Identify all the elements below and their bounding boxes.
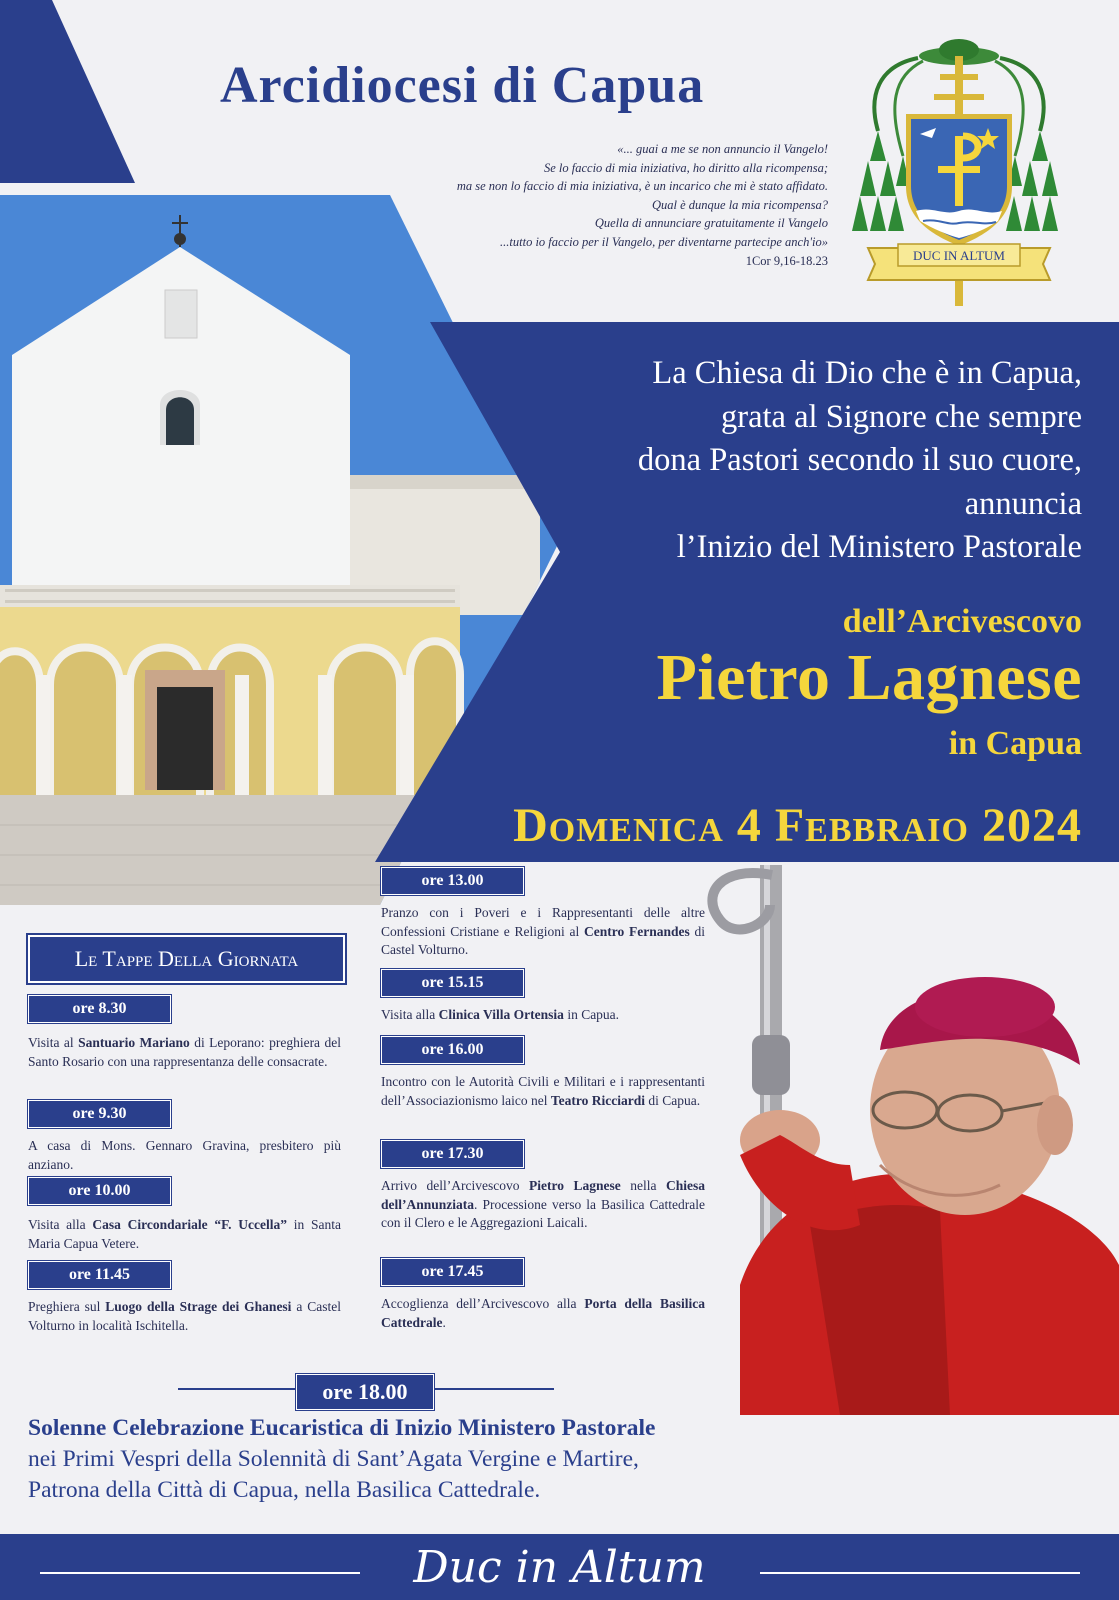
schedule-highlight: Porta della Basilica Cattedrale — [381, 1296, 705, 1330]
announcement-text — [540, 352, 1082, 570]
quote-line: Quella di annunciare gratuitamente il Vangelo — [594, 216, 828, 231]
quote-line: ...tutto io faccio per il Vangelo, per diventarne partecipe anch'io» — [500, 234, 828, 249]
quote-line: Qual è dunque la mia ricompensa? — [651, 197, 828, 212]
schedule-description — [381, 904, 705, 960]
time-badge: ore 17.30 — [381, 1140, 524, 1168]
schedule-highlight: Chiesa dell’Annunziata — [381, 1178, 705, 1212]
schedule-description — [28, 1137, 341, 1174]
schedule-description — [381, 1295, 705, 1332]
schedule-description — [28, 1216, 341, 1253]
schedule-text: A casa di Mons. Gennaro Gravina, presbitero più anziano. — [28, 1138, 341, 1172]
schedule-description — [381, 1006, 705, 1025]
archbishop-photo — [700, 865, 1119, 1415]
coat-of-arms — [848, 36, 1070, 308]
time-badge: ore 9.30 — [28, 1100, 171, 1128]
schedule-text: Preghiera sul — [28, 1299, 106, 1314]
final-event-line: nei Primi Vespri della Solennità di Sant’Agata Vergine e Martire, — [28, 1446, 639, 1472]
final-event-text — [28, 1413, 748, 1506]
schedule-highlight: Teatro Ricciardi — [550, 1092, 645, 1108]
schedule-text: . — [442, 1314, 446, 1330]
time-badge: ore 17.45 — [381, 1258, 524, 1286]
footer-motto: Duc in Altum — [413, 1542, 706, 1593]
schedule-text: a Castel Volturno in località Ischitella. — [28, 1299, 341, 1333]
corner-triangle — [0, 0, 135, 183]
announcement-line: dona Pastori secondo il suo cuore, — [637, 442, 1082, 478]
quote-line: Se lo faccio di mia iniziativa, ho diritto alla ricompensa; — [543, 160, 828, 175]
schedule-heading: Le Tappe Della Giornata — [28, 935, 345, 983]
time-badge: ore 15.15 — [381, 969, 524, 997]
time-badge: ore 13.00 — [381, 867, 524, 895]
schedule-text: in Capua. — [563, 1007, 620, 1022]
time-badge: ore 16.00 — [381, 1036, 524, 1064]
schedule-text: . Processione verso la Basilica Cattedrale con il Clero e le Aggregazioni Laicali. — [381, 1196, 705, 1230]
schedule-highlight: Luogo della Strage dei Ghanesi — [105, 1299, 292, 1314]
schedule-highlight: Pietro Lagnese — [528, 1178, 621, 1193]
schedule-highlight: Clinica Villa Ortensia — [438, 1007, 564, 1022]
event-place: in Capua — [948, 725, 1082, 762]
quote-line: «... guai a me se non annuncio il Vangelo! — [617, 142, 828, 156]
page-title: Arcidiocesi di Capua — [220, 57, 705, 114]
announcement-line: l’Inizio del Ministero Pastorale — [676, 529, 1082, 565]
schedule-text: di Castel Volturno. — [381, 923, 705, 957]
schedule-text: Visita al — [28, 1035, 79, 1050]
quote-line: ma se non lo faccio di mia iniziativa, è un incarico che mi è stato affidato. — [456, 179, 828, 194]
schedule-text: Incontro con le Autorità Civili e Militari e i rappresentanti dell’Associazionismo laico nel — [381, 1074, 705, 1108]
schedule-description — [381, 1073, 705, 1110]
crest-motto: DUC IN ALTUM — [913, 248, 1005, 263]
archbishop-title: dell’Arcivescovo — [842, 603, 1082, 640]
time-badge: ore 10.00 — [28, 1177, 171, 1205]
schedule-text: in Santa Maria Capua Vetere. — [28, 1217, 342, 1251]
schedule-text: Pranzo con i Poveri e i Rappresentanti delle altre Confessioni Cristiane e Religioni al — [381, 905, 705, 939]
schedule-description — [28, 1298, 341, 1335]
final-event-line: Patrona della Città di Capua, nella Basilica Cattedrale. — [28, 1477, 541, 1503]
final-event-line: Solenne Celebrazione Eucaristica di Inizio Ministero Pastorale — [28, 1415, 656, 1441]
announcement-line: annuncia — [964, 485, 1082, 522]
archbishop-name: Pietro Lagnese — [656, 641, 1082, 714]
schedule-text: Visita alla — [28, 1217, 93, 1232]
schedule-text: Arrivo dell’Arcivescovo — [381, 1178, 529, 1193]
schedule-text: di Leporano: preghiera del Santo Rosario con una rappresentanza delle consacrate. — [28, 1035, 341, 1069]
divider-line — [432, 1388, 554, 1390]
schedule-description — [381, 1177, 705, 1233]
schedule-highlight: Centro Fernandes — [583, 923, 690, 939]
announcement-line: grata al Signore che sempre — [721, 398, 1082, 435]
schedule-text: di Capua. — [644, 1092, 701, 1108]
schedule-text: Visita alla — [381, 1007, 439, 1022]
quote-reference: 1Cor 9,16-18.23 — [745, 253, 828, 268]
event-date: Domenica 4 Febbraio 2024 — [513, 799, 1082, 852]
divider-line — [178, 1388, 296, 1390]
schedule-highlight: Santuario Mariano — [78, 1035, 190, 1050]
final-time-badge: ore 18.00 — [296, 1374, 434, 1410]
schedule-text: Accoglienza dell’Arcivescovo alla — [381, 1296, 585, 1311]
schedule-highlight: Casa Circondariale “F. Uccella” — [92, 1217, 288, 1232]
time-badge: ore 11.45 — [28, 1261, 171, 1289]
schedule-description — [28, 1034, 341, 1071]
time-badge: ore 8.30 — [28, 995, 171, 1023]
schedule-text: nella — [620, 1178, 666, 1193]
announcement-line: La Chiesa di Dio che è in Capua, — [652, 355, 1082, 391]
